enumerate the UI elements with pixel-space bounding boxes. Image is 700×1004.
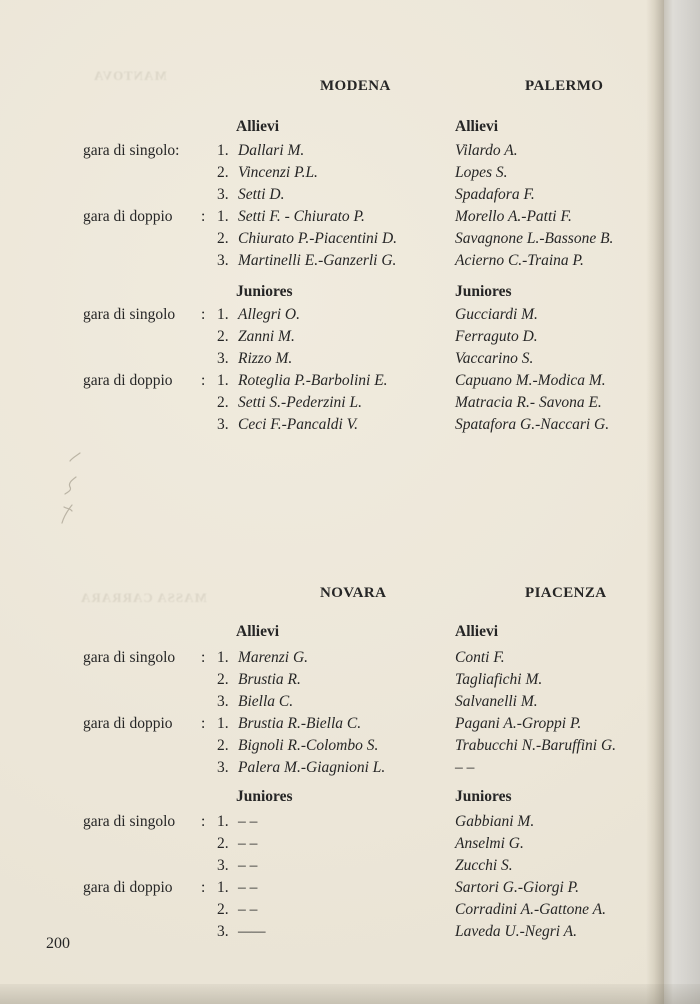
category-headers-juniores [0, 283, 664, 299]
right-column-name: Gucciardi M. [455, 306, 538, 323]
rank-number: 3. [217, 416, 229, 433]
right-column-name: Sartori G.-Giorgi P. [455, 879, 580, 896]
city-heading-right: PALERMO [525, 78, 604, 94]
left-column-name: Allegri O. [238, 306, 300, 323]
event-colon: : [201, 306, 206, 323]
right-column-name: Ferraguto D. [455, 328, 538, 345]
left-column-name: Vincenzi P.L. [238, 164, 318, 181]
event-label: gara di doppio [83, 208, 173, 225]
rank-number: 3. [217, 186, 229, 203]
event-label: gara di doppio [83, 879, 173, 896]
event-label: gara di doppio [83, 372, 173, 389]
city-heading-left: MODENA [320, 78, 391, 94]
city-heading-left: NOVARA [320, 585, 387, 601]
event-group-doppio [0, 207, 664, 273]
left-column-name: Ceci F.-Pancaldi V. [238, 416, 358, 433]
result-row [0, 692, 664, 714]
pencil-scribble-mark [50, 447, 92, 529]
event-group-singolo [0, 305, 664, 371]
city-heading-right: PIACENZA [525, 585, 607, 601]
rank-number: 2. [217, 835, 229, 852]
rank-number: 2. [217, 901, 229, 918]
rank-number: 3. [217, 857, 229, 874]
result-row [0, 349, 664, 371]
left-column-name: – – [238, 835, 258, 852]
result-row [0, 229, 664, 251]
left-column-name: Martinelli E.-Ganzerli G. [238, 252, 397, 269]
rank-number: 3. [217, 252, 229, 269]
event-label: gara di singolo [83, 813, 176, 830]
left-column-name: —— [238, 923, 266, 940]
left-column-name: Dallari M. [238, 142, 305, 159]
category-header-left: Juniores [236, 283, 293, 300]
left-column-name: Rizzo M. [238, 350, 293, 367]
city-headings-row [0, 78, 664, 94]
rank-number: 1. [217, 715, 229, 732]
category-headers-juniores [0, 788, 664, 804]
right-column-name: – – [455, 759, 475, 776]
rank-number: 1. [217, 306, 229, 323]
right-column-name: Tagliafichi M. [455, 671, 543, 688]
category-headers-allievi [0, 118, 664, 134]
event-colon: : [201, 208, 206, 225]
event-colon: : [201, 813, 206, 830]
left-column-name: – – [238, 901, 258, 918]
bleedthrough-ghost-text: MANTOVA [93, 68, 167, 83]
right-column-name: Conti F. [455, 649, 505, 666]
result-row [0, 758, 664, 780]
rank-number: 2. [217, 328, 229, 345]
rank-number: 2. [217, 164, 229, 181]
event-group-singolo [0, 648, 664, 714]
result-row [0, 327, 664, 349]
event-colon: : [201, 715, 206, 732]
left-column-name: – – [238, 879, 258, 896]
category-headers-allievi [0, 623, 664, 639]
category-header-right: Allievi [455, 623, 499, 640]
left-column-name: Marenzi G. [238, 649, 309, 666]
city-headings-row [0, 585, 664, 601]
right-column-name: Lopes S. [455, 164, 508, 181]
right-column-name: Gabbiani M. [455, 813, 535, 830]
event-group-doppio [0, 714, 664, 780]
rank-number: 2. [217, 394, 229, 411]
result-row [0, 371, 664, 393]
rank-number: 1. [217, 208, 229, 225]
right-column-name: Trabucchi N.-Baruffini G. [455, 737, 617, 754]
result-row [0, 922, 664, 944]
right-column-name: Vaccarino S. [455, 350, 534, 367]
rank-number: 1. [217, 813, 229, 830]
category-header-right: Juniores [455, 283, 512, 300]
left-column-name: Chiurato P.-Piacentini D. [238, 230, 398, 247]
right-column-name: Spadafora F. [455, 186, 535, 203]
left-column-name: – – [238, 813, 258, 830]
result-row [0, 207, 664, 229]
page-fold-shadow [646, 0, 664, 1004]
category-header-right: Juniores [455, 788, 512, 805]
rank-number: 1. [217, 372, 229, 389]
result-row [0, 834, 664, 856]
section-modena-palermo [0, 78, 664, 437]
right-column-name: Anselmi G. [455, 835, 524, 852]
right-column-name: Pagani A.-Groppi P. [455, 715, 582, 732]
category-header-left: Allievi [236, 118, 280, 135]
event-colon: : [201, 649, 206, 666]
event-label: gara di singolo [83, 649, 176, 666]
right-column-name: Corradini A.-Gattone A. [455, 901, 606, 918]
result-row [0, 670, 664, 692]
right-column-name: Capuano M.-Modica M. [455, 372, 606, 389]
right-column-name: Zucchi S. [455, 857, 513, 874]
result-row [0, 856, 664, 878]
result-row [0, 141, 664, 163]
event-group-singolo [0, 812, 664, 878]
scan-edge-strip [664, 0, 700, 1004]
event-label: gara di singolo: [83, 142, 180, 159]
event-group-doppio [0, 878, 664, 944]
result-row [0, 251, 664, 273]
left-column-name: Biella C. [238, 693, 294, 710]
rank-number: 1. [217, 649, 229, 666]
event-label: gara di doppio [83, 715, 173, 732]
event-colon: : [201, 879, 206, 896]
bleedthrough-ghost-text: MASSA CARRARA [80, 590, 207, 605]
left-column-name: Brustia R.-Biella C. [238, 715, 362, 732]
rank-number: 2. [217, 737, 229, 754]
result-row [0, 185, 664, 207]
left-column-name: Setti D. [238, 186, 285, 203]
result-row [0, 415, 664, 437]
result-row [0, 736, 664, 758]
event-group-singolo [0, 141, 664, 207]
right-column-name: Laveda U.-Negri A. [455, 923, 577, 940]
result-row [0, 163, 664, 185]
left-column-name: Roteglia P.-Barbolini E. [238, 372, 388, 389]
right-column-name: Acierno C.-Traina P. [455, 252, 584, 269]
event-group-doppio [0, 371, 664, 437]
rank-number: 3. [217, 350, 229, 367]
rank-number: 3. [217, 923, 229, 940]
result-row [0, 878, 664, 900]
right-column-name: Morello A.-Patti F. [455, 208, 572, 225]
rank-number: 2. [217, 671, 229, 688]
right-column-name: Salvanelli M. [455, 693, 538, 710]
result-row [0, 393, 664, 415]
scan-bottom-strip [0, 984, 700, 1004]
category-header-left: Juniores [236, 788, 293, 805]
section-novara-piacenza [0, 585, 664, 944]
left-column-name: Palera M.-Giagnioni L. [238, 759, 386, 776]
result-row [0, 714, 664, 736]
result-row [0, 648, 664, 670]
result-row [0, 812, 664, 834]
rank-number: 1. [217, 879, 229, 896]
left-column-name: Brustia R. [238, 671, 301, 688]
rank-number: 1. [217, 142, 229, 159]
page-number: 200 [46, 935, 70, 952]
result-row [0, 900, 664, 922]
category-header-right: Allievi [455, 118, 499, 135]
left-column-name: – – [238, 857, 258, 874]
right-column-name: Savagnone L.-Bassone B. [455, 230, 614, 247]
event-colon: : [201, 372, 206, 389]
left-column-name: Setti S.-Pederzini L. [238, 394, 362, 411]
rank-number: 3. [217, 693, 229, 710]
category-header-left: Allievi [236, 623, 280, 640]
rank-number: 3. [217, 759, 229, 776]
result-row [0, 305, 664, 327]
left-column-name: Bignoli R.-Colombo S. [238, 737, 379, 754]
right-column-name: Matracia R.- Savona E. [455, 394, 602, 411]
right-column-name: Vilardo A. [455, 142, 518, 159]
rank-number: 2. [217, 230, 229, 247]
left-column-name: Zanni M. [238, 328, 295, 345]
event-label: gara di singolo [83, 306, 176, 323]
right-column-name: Spatafora G.-Naccari G. [455, 416, 610, 433]
left-column-name: Setti F. - Chiurato P. [238, 208, 365, 225]
